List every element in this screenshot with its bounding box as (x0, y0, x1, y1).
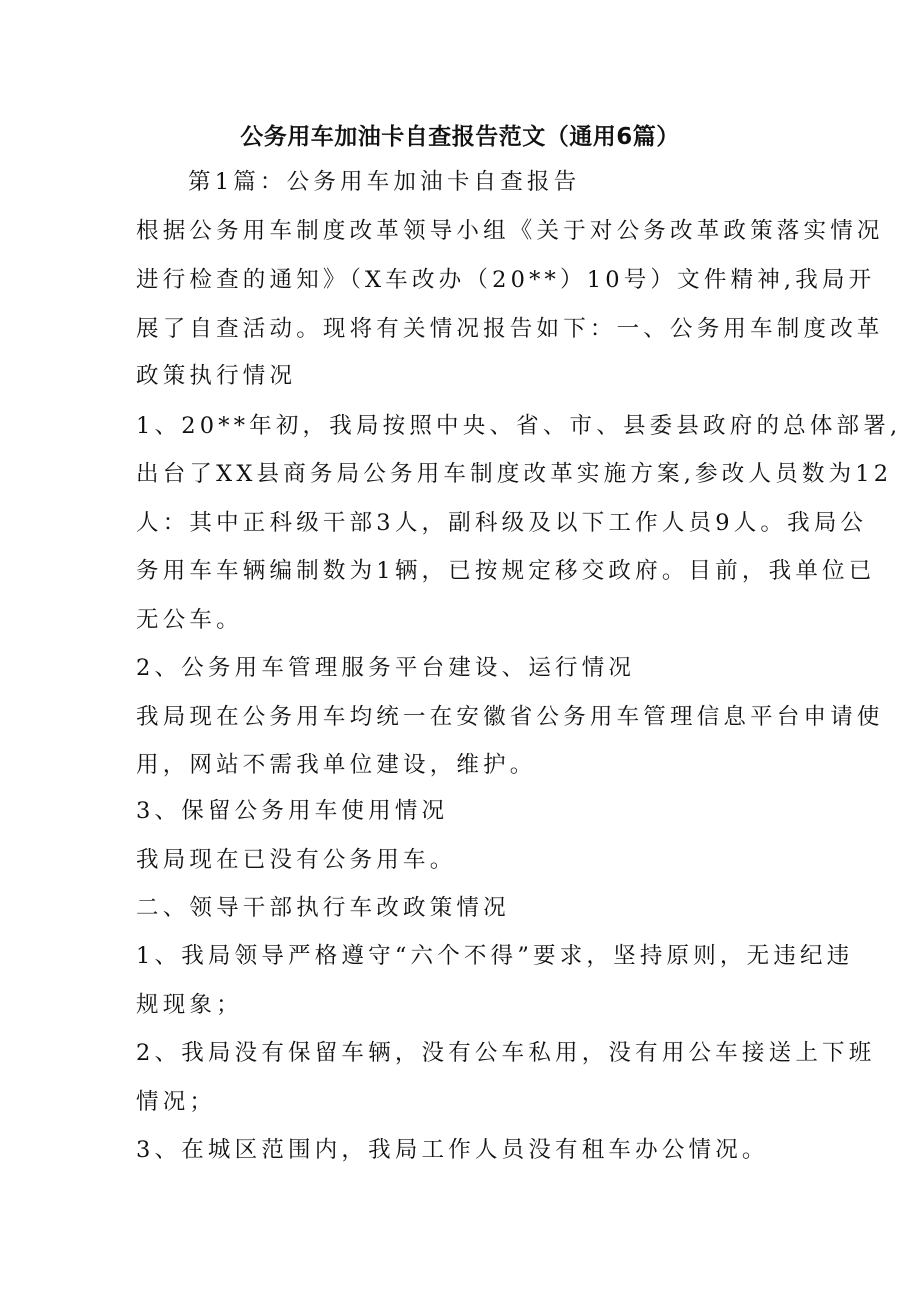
document-title: 公务用车加油卡自查报告范文（通用6篇） (240, 124, 680, 150)
text-line-9: 无公车。 (136, 607, 243, 633)
chapter-heading: 第1篇：公务用车加油卡自查报告 (188, 169, 581, 195)
section-heading-leaders: 二、领导干部执行车改政策情况 (136, 895, 510, 921)
section-heading-3: 3、保留公务用车使用情况 (136, 798, 449, 824)
text-line-19: 情况； (136, 1089, 217, 1115)
text-line-16: 1、我局领导严格遵守“六个不得”要求，坚持原则，无违纪违 (136, 943, 854, 969)
section-heading-2: 2、公务用车管理服务平台建设、运行情况 (136, 655, 636, 681)
text-line-6: 出台了XX县商务局公务用车制度改革实施方案,参改人员数为12 (136, 461, 893, 487)
text-line-5: 1、20**年初，我局按照中央、省、市、县委县政府的总体部署, (136, 413, 902, 439)
text-line-1: 根据公务用车制度改革领导小组《关于对公务改革政策落实情况 (136, 218, 884, 244)
text-line-12: 用，网站不需我单位建设，维护。 (136, 752, 537, 778)
text-line-20: 3、在城区范围内，我局工作人员没有租车办公情况。 (136, 1137, 769, 1163)
text-line-17: 规现象； (136, 992, 243, 1018)
text-line-2: 进行检查的通知》（X车改办（20**）10号）文件精神,我局开 (136, 267, 876, 293)
text-line-8: 务用车车辆编制数为1辆，已按规定移交政府。目前，我单位已 (136, 558, 876, 584)
text-line-7: 人：其中正科级干部3人，副科级及以下工作人员9人。我局公 (136, 510, 868, 536)
text-line-4: 政策执行情况 (136, 363, 297, 389)
text-line-11: 我局现在公务用车均统一在安徽省公务用车管理信息平台申请使 (136, 704, 884, 730)
text-line-14: 我局现在已没有公务用车。 (136, 847, 457, 873)
text-line-18: 2、我局没有保留车辆，没有公车私用，没有用公车接送上下班 (136, 1040, 876, 1066)
text-line-3: 展了自查活动。现将有关情况报告如下：一、公务用车制度改革 (136, 316, 884, 342)
